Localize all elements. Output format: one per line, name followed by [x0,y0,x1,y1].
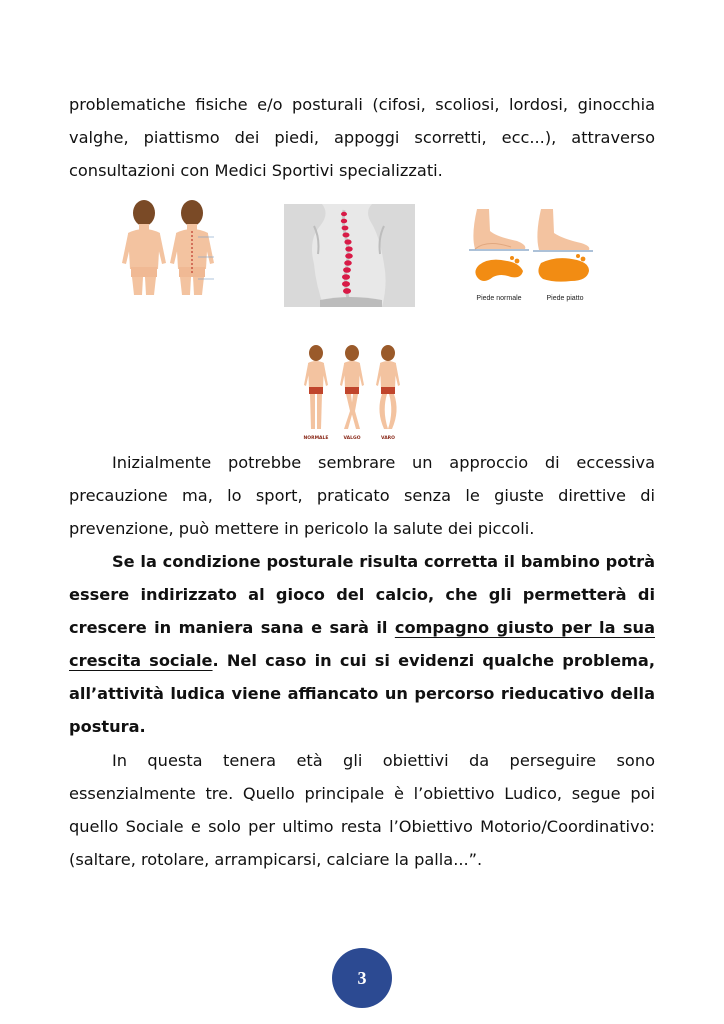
page-number-badge: 3 [332,948,392,1008]
paragraph-objectives: In questa tenera età gli obiettivi da perseguire sono essenzialmente tre. Quello principale è l’obiettivo Ludico, segue poi quello Sociale e solo per ultimo resta l’Obiettivo Motorio/Coordinativo: (saltare, rotolare, arrampicarsi, calciare la palla...”. [69,751,655,869]
bold-text-part-1: Se la condizione posturale risulta corretta il bambino potrà essere indirizzato al gioco del calcio, che gli permetterà di crescere in maniera sana e sarà il [69,552,655,637]
spine-photo-illustration [284,204,415,307]
feet-illustration [467,205,597,305]
children-posture-illustration [114,197,242,297]
leg-label-varo: VARO [381,436,395,441]
leg-label-normale: NORMALE [303,436,329,441]
paragraph-postural-problems: problematiche fisiche e/o posturali (cifosi, scoliosi, lordosi, ginocchia valghe, piattismo dei piedi, appoggi scorretti, ecc...), attraverso consultazioni con Medici Sportivi specializzati. [69,95,655,180]
paragraph-precaution: Inizialmente potrebbe sembrare un approccio di eccessiva precauzione ma, lo sport, praticato senza le giuste direttive di prevenzione, può mettere in pericolo la salute dei piccoli. [69,453,655,538]
figure-children-posture [114,197,242,297]
figure-feet-comparison [467,205,597,305]
paragraph-football-bold [69,545,655,743]
figure-leg-alignment [300,343,408,443]
underlined-social-growth: compagno giusto per la sua crescita sociale [69,618,655,670]
bold-text-part-2: . Nel caso in cui si evidenzi qualche problema, all’attività ludica viene affiancato un percorso rieducativo della postura. [69,651,655,736]
normal-foot-label: Piede normale [476,295,522,302]
flat-foot-label: Piede piatto [546,295,584,302]
leg-alignment-illustration [300,343,408,443]
leg-label-valgo: VALGO [343,436,361,441]
figure-spine-scoliosis [284,204,415,307]
